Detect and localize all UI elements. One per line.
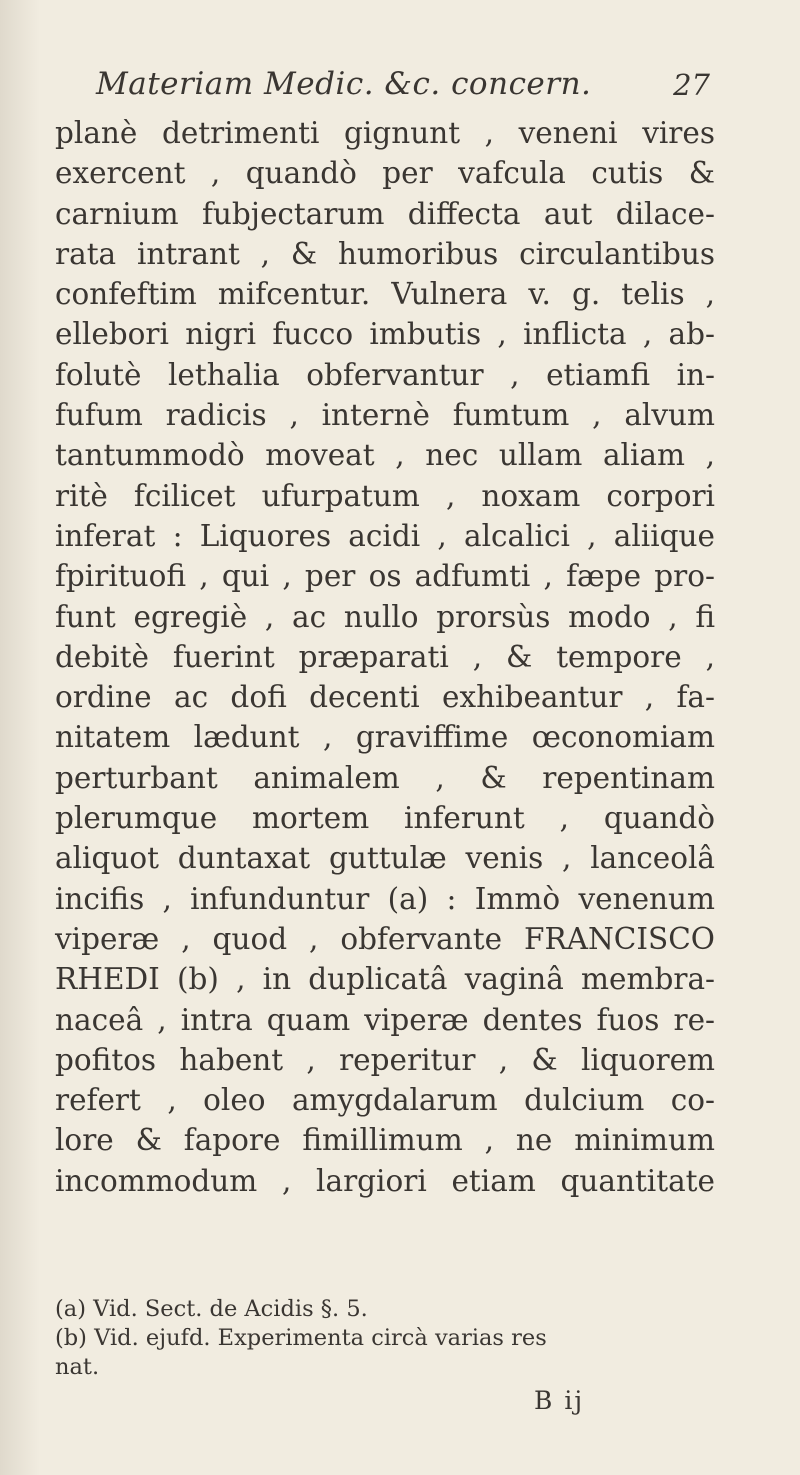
text-line: ellebori nigri fucco imbutis , inflicta , ab- <box>55 317 715 352</box>
text-line: tantummodò moveat , nec ullam aliam , <box>55 438 715 473</box>
text-line: fufum radicis , internè fumtum , alvum <box>55 398 715 433</box>
running-head <box>96 66 710 110</box>
footnote-b-continuation: nat. <box>55 1354 100 1380</box>
text-line: viperæ , quod , obfervante FRANCISCO <box>55 921 715 956</box>
text-line: lore & fapore fimillimum , ne minimum <box>55 1123 715 1158</box>
footnotes <box>55 1295 715 1382</box>
text-line: debitè fuerint præparati , & tempore , <box>55 639 715 674</box>
text-line: plerumque mortem inferunt , quandò <box>55 801 715 836</box>
text-line: ordine ac dofi decenti exhibeantur , fa- <box>55 680 715 715</box>
text-line: incommodum , largiori etiam quantitate <box>55 1163 715 1198</box>
text-line: rata intrant , & humoribus circulantibus <box>55 236 715 271</box>
signature-mark: B ij <box>534 1386 585 1415</box>
text-line: incifis , infunduntur (a) : Immò venenum <box>55 881 715 916</box>
text-line: RHEDI (b) , in duplicatâ vaginâ membra- <box>55 962 715 997</box>
text-line: ritè fcilicet ufurpatum , noxam corpori <box>55 478 715 513</box>
page-gutter-shadow <box>0 0 40 1475</box>
text-line: fpirituofi , qui , per os adfumti , fæpe pro- <box>55 559 715 594</box>
text-line: pofitos habent , reperitur , & liquorem <box>55 1042 715 1077</box>
text-line: naceâ , intra quam viperæ dentes fuos re- <box>55 1002 715 1037</box>
text-line: planè detrimenti gignunt , veneni vires <box>55 116 715 150</box>
text-line: funt egregiè , ac nullo prorsùs modo , fi <box>55 599 715 634</box>
text-line: folutè lethalia obfervantur , etiamfi in- <box>55 357 715 392</box>
running-title: Materiam Medic. &c. concern. <box>96 66 592 102</box>
body-text <box>55 113 715 1201</box>
text-line: aliquot duntaxat guttulæ venis , lanceolâ <box>55 841 715 876</box>
text-line: inferat : Liquores acidi , alcalici , aliique <box>55 518 715 553</box>
footnote-a: (a) Vid. Sect. de Acidis §. 5. <box>55 1296 368 1322</box>
page-number: 27 <box>673 68 710 102</box>
text-line: carnium fubjectarum diffecta aut dilace- <box>55 196 715 231</box>
text-line: confeftim mifcentur. Vulnera v. g. telis , <box>55 277 715 312</box>
text-line: nitatem lædunt , graviffime œconomiam <box>55 720 715 755</box>
footnote-b: (b) Vid. ejufd. Experimenta circà varias res <box>55 1325 547 1351</box>
text-line: perturbant animalem , & repentinam <box>55 760 715 795</box>
text-line: exercent , quandò per vafcula cutis & <box>55 156 715 191</box>
text-line: refert , oleo amygdalarum dulcium co- <box>55 1083 715 1118</box>
